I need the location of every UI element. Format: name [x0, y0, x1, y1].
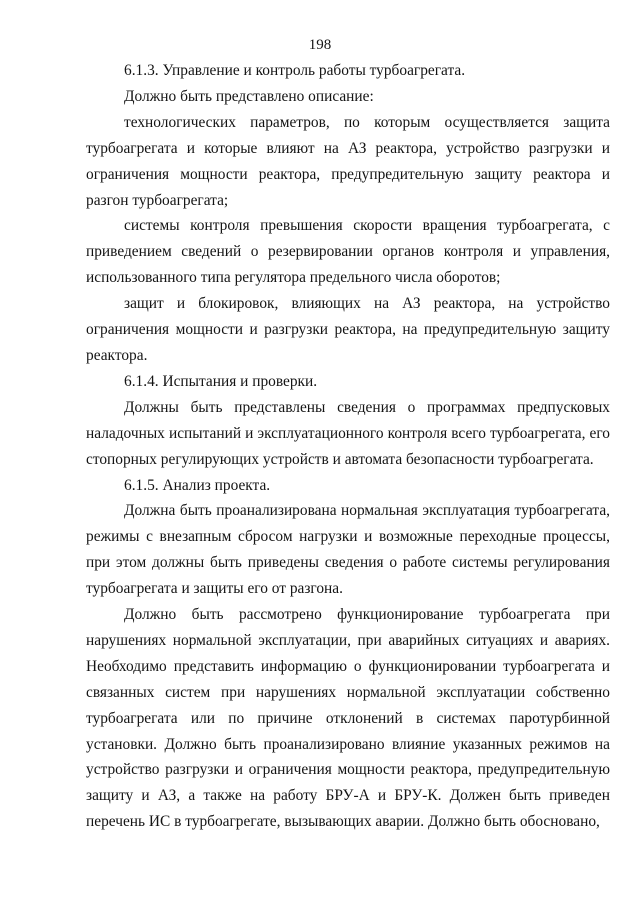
page-number: 198: [308, 37, 332, 53]
paragraph-protections-interlocks: защит и блокировок, влияющих на АЗ реактора, на устройство ограничения мощности и разгрузки реактора, на предупредительную защиту реактора.: [86, 295, 610, 364]
paragraph-normal-operation-analysis: Должна быть проанализирована нормальная эксплуатация турбоагрегата, режимы с внезапным сбросом нагрузки и возможные переходные процессы, при этом должны быть приведены сведения о работе системы регулирования турбоагрегата и защиты его от разгона.: [86, 502, 610, 598]
body-text: [86, 58, 610, 835]
paragraph-overspeed-control-system: системы контроля превышения скорости вращения турбоагрегата, с приведением сведений о резервировании органов контроля и управления, использованного типа регулятора предельного числа оборотов;: [86, 217, 610, 287]
section-heading-6-1-3: 6.1.3. Управление и контроль работы турбоагрегата.: [124, 62, 466, 79]
paragraph-testing-programs: Должны быть представлены сведения о программах предпусковых наладочных испытаний и эксплуатационного контроля всего турбоагрегата, его стопорных регулирующих устройств и автомата безопасности турбоагрегата.: [86, 398, 610, 468]
section-heading-6-1-4: 6.1.4. Испытания и проверки.: [124, 372, 318, 390]
paragraph-abnormal-operation-analysis: Должно быть рассмотрено функционирование турбоагрегата при нарушениях нормальной эксплуатации, при аварийных ситуациях и авариях. Необходимо представить информацию о функционировании турбоагрегата и связанных систем при нарушениях нормальной эксплуатации собственно турбоагрегата или по причине отклонений в системах паротурбинной установки. Должно быть проанализировано влияние указанных режимов на устройство разгрузки и ограничения мощности реактора, предупредительную защиту и АЗ, а также на работу БРУ-А и БРУ-К. Должен быть приведен перечень ИС в турбоагрегате, вызывающих аварии. Должно быть обосновано,: [86, 606, 610, 831]
paragraph-description-intro: Должно быть представлено описание:: [124, 87, 374, 105]
section-heading-6-1-5: 6.1.5. Анализ проекта.: [124, 476, 271, 494]
paragraph-technological-parameters: технологических параметров, по которым осуществляется защита турбоагрегата и которые влияют на АЗ реактора, устройство разгрузки и ограничения мощности реактора, предупредительную защиту реактора и разгон турбоагрегата;: [86, 113, 610, 209]
